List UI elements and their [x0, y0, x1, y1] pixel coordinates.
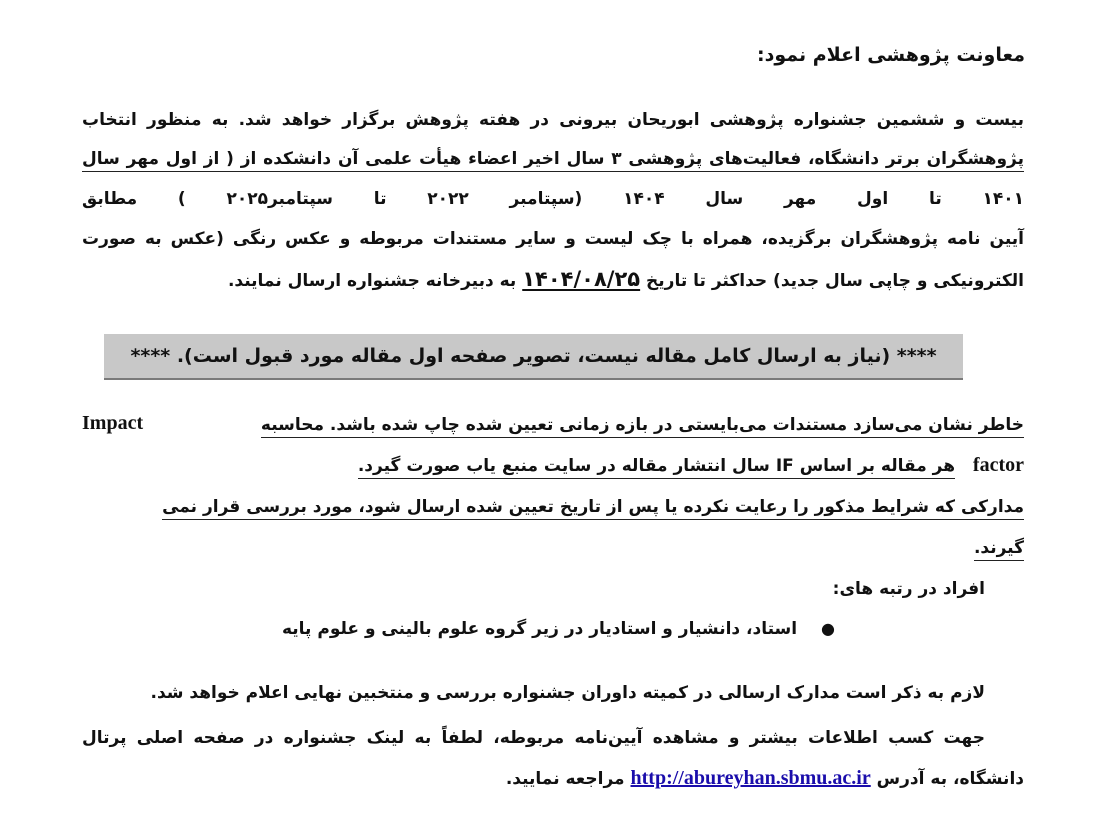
- note-line-1: [84, 412, 1024, 438]
- factor-word: factor: [972, 454, 1024, 476]
- ranks-bullet-item: [282, 616, 835, 642]
- note-line-2: [358, 453, 955, 479]
- impact-word: Impact: [82, 412, 144, 434]
- note-line-2-text: هر مقاله بر اساس IF سال انتشار مقاله در سایت منبع یاب صورت گیرد.: [358, 456, 955, 479]
- note-line-3: [82, 494, 1024, 520]
- intro-line-2: [82, 146, 1024, 172]
- page-title: معاونت پژوهشی اعلام نمود:: [757, 44, 1025, 66]
- footer-line-2: جهت کسب اطلاعات بیشتر و مشاهده آیین‌نامه مربوطه، لطفاً به لینک جشنواره در صفحه اصلی پرتال: [82, 728, 985, 748]
- notice-banner-text: **** (نیاز به ارسال کامل مقاله نیست، تصویر صفحه اول مقاله مورد قبول است). ****: [130, 345, 937, 367]
- note-line-4: [974, 535, 1024, 561]
- intro-line-2-text: پژوهشگران برتر دانشگاه، فعالیت‌های پژوهشی ۳ سال اخیر اعضاء هیأت علمی آن دانشکده از ( از اول مهر سال: [82, 149, 1024, 172]
- bullet-icon: ●: [821, 619, 835, 638]
- ranks-label: افراد در رتبه های:: [832, 579, 985, 599]
- intro-line-5: [228, 266, 1024, 294]
- intro-line-4: آیین نامه پژوهشگران برگزیده، همراه با چک لیست و سایر مستندات مربوطه و عکس رنگی (عکس به صورت: [82, 229, 1024, 249]
- intro-line-5-start: الکترونیکی و چاپی سال جدید) حداکثر تا تاریخ: [646, 271, 1024, 291]
- note-line-3-text: مدارکی که شرایط مذکور را رعایت نکرده یا پس از تاریخ تعیین شده ارسال شود، مورد بررسی قرار نمی: [162, 497, 1024, 520]
- footer-line-3: [506, 765, 1024, 792]
- ranks-bullet-text: استاد، دانشیار و استادیار در زیر گروه علوم بالینی و علوم پایه: [281, 619, 798, 639]
- intro-line-1: بیست و ششمین جشنواره پژوهشی ابوریحان بیرونی در هفته پژوهش برگزار خواهد شد. به منظور انتخاب: [82, 110, 1024, 130]
- intro-line-5-end: به دبیرخانه جشنواره ارسال نمایند.: [227, 271, 517, 291]
- notice-banner: [104, 334, 963, 380]
- footer-line-3-start: دانشگاه، به آدرس: [876, 769, 1024, 789]
- intro-line-3: ۱۴۰۱ تا اول مهر سال ۱۴۰۴ (سپتامبر ۲۰۲۲ تا سپتامبر۲۰۲۵ ) مطابق: [82, 189, 1024, 209]
- note-line-1-text: خاطر نشان می‌سازد مستندات می‌بایستی در بازه زمانی تعیین شده چاپ شده باشد. محاسبه: [261, 415, 1024, 438]
- footer-line-1: لازم به ذکر است مدارک ارسالی در کمیته داوران جشنواره بررسی و منتخبین نهایی اعلام خواهد شد.: [150, 683, 985, 703]
- footer-line-3-end: مراجعه نمایید.: [505, 769, 625, 789]
- note-line-4-text: گیرند.: [974, 538, 1024, 561]
- festival-link[interactable]: http://abureyhan.sbmu.ac.ir: [630, 767, 871, 789]
- deadline-date: ۱۴۰۴/۰۸/۲۵: [522, 267, 641, 291]
